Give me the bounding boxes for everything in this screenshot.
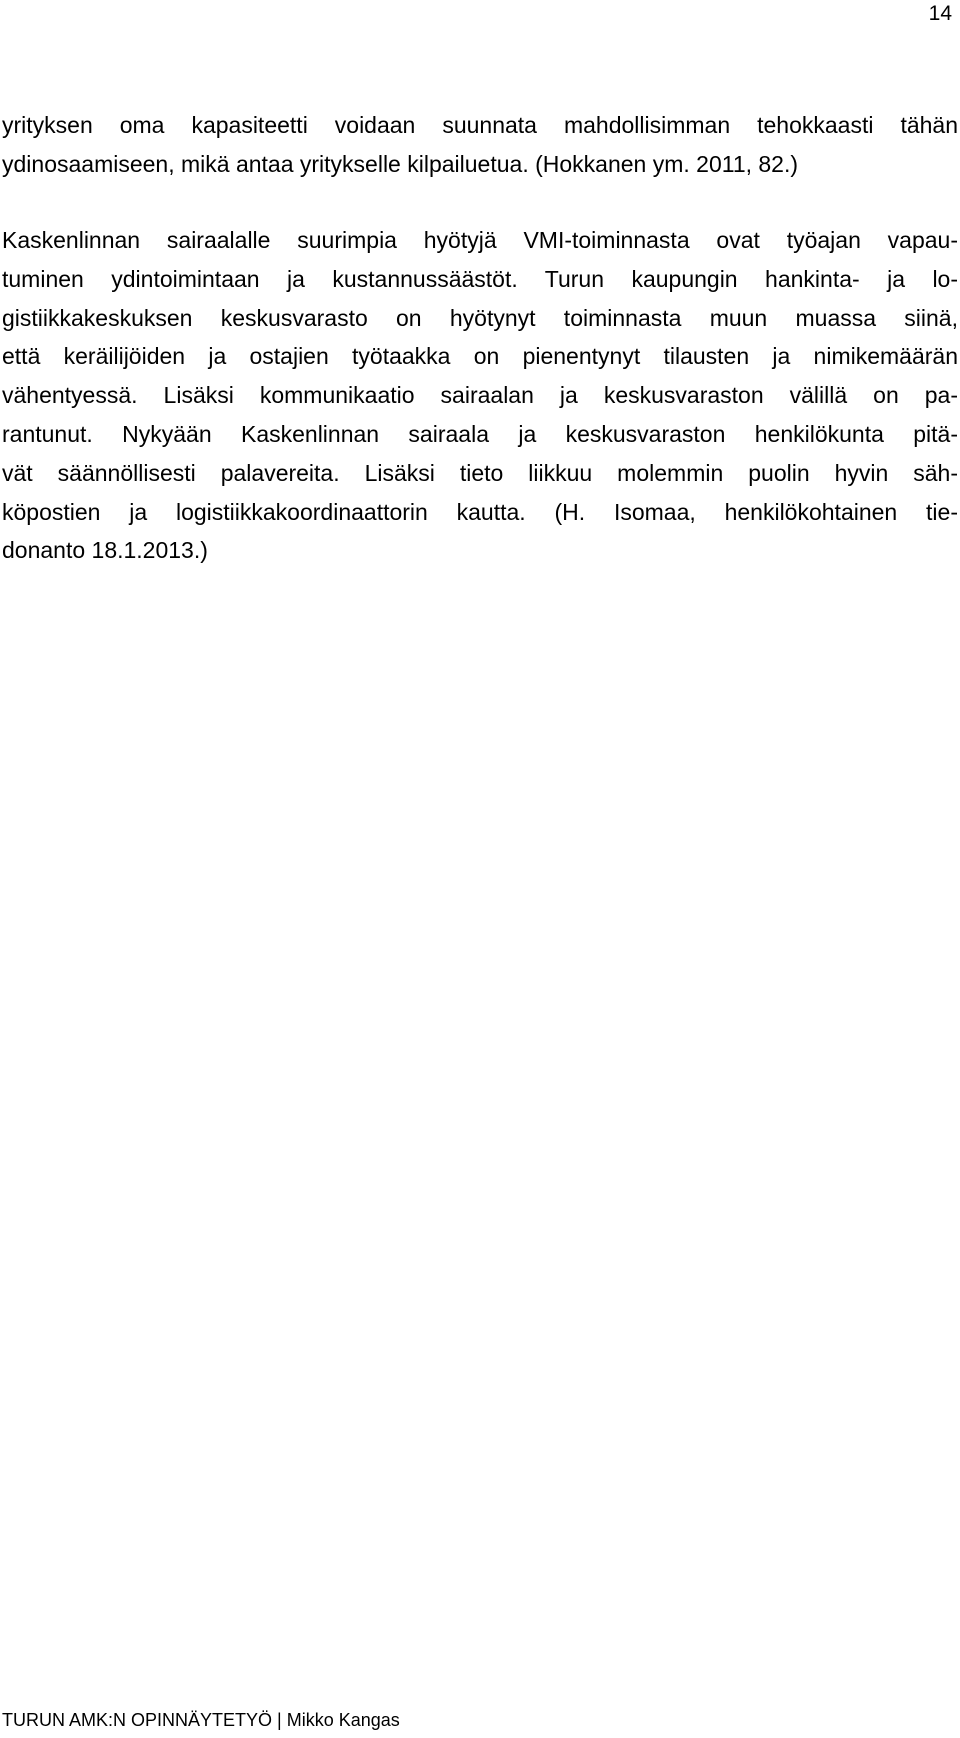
paragraph-1 (2, 106, 958, 184)
page-footer: TURUN AMK:N OPINNÄYTETYÖ | Mikko Kangas (2, 1710, 400, 1730)
text-line: että keräilijöiden ja ostajien työtaakka on pienentynyt tilausten ja nimikemäärän (2, 343, 958, 370)
text-line: vät säännöllisesti palavereita. Lisäksi tieto liikkuu molemmin puolin hyvin säh- (2, 459, 958, 486)
text-line: Kaskenlinnan sairaalalle suurimpia hyötyjä VMI-toiminnasta ovat työajan vapau- (2, 227, 958, 253)
text-line: yrityksen oma kapasiteetti voidaan suunnata mahdollisimman tehokkaasti tähän (2, 112, 958, 138)
page-number: 14 (928, 2, 952, 25)
paragraph-2 (2, 221, 958, 570)
text-line: ydinosaamiseen, mikä antaa yritykselle kilpailuetua. (Hokkanen ym. 2011, 82.) (2, 150, 799, 177)
text-line: gistiikkakeskuksen keskusvarasto on hyötynyt toiminnasta muun muassa siinä, (2, 304, 958, 331)
text-line: rantunut. Nykyään Kaskenlinnan sairaala ja keskusvaraston henkilökunta pitä- (2, 420, 958, 447)
text-line: tuminen ydintoimintaan ja kustannussäästöt. Turun kaupungin hankinta- ja lo- (2, 265, 958, 292)
text-line: donanto 18.1.2013.) (2, 537, 208, 564)
text-line: köpostien ja logistiikkakoordinaattorin kautta. (H. Isomaa, henkilökohtainen tie- (2, 498, 958, 525)
text-line: vähentyessä. Lisäksi kommunikaatio sairaalan ja keskusvaraston välillä on pa- (2, 382, 958, 409)
